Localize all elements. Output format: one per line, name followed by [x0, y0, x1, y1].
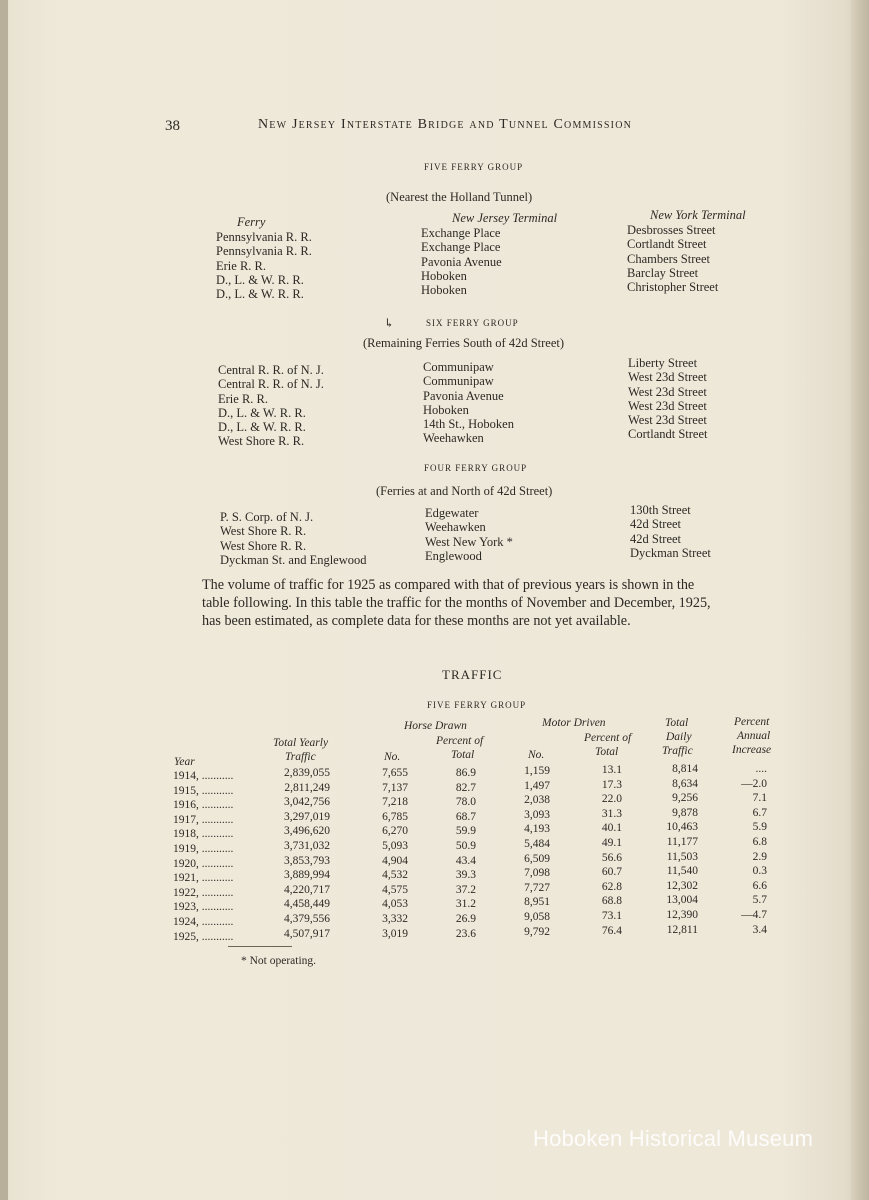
table-cell-total-yearly: 2,839,055 [284, 767, 330, 779]
table-cell-year: 1920, ........... [173, 857, 234, 870]
table-cell-total-yearly: 3,853,793 [284, 854, 330, 867]
motor-no-column [518, 764, 550, 939]
table-cell-horse-pct: 50.9 [455, 839, 476, 852]
table-cell-horse-pct: 26.9 [455, 912, 476, 925]
daily-header-3: Traffic [662, 745, 693, 757]
ferry-name: P. S. Corp. of N. J. [220, 510, 314, 524]
page-number: 38 [165, 118, 180, 134]
running-head: New Jersey Interstate Bridge and Tunnel Commission [258, 117, 633, 132]
table-cell-increase: 6.7 [752, 806, 767, 819]
table-cell-horse-no: 3,332 [382, 912, 408, 925]
table-cell-daily: 9,256 [672, 792, 698, 805]
table-cell-total-yearly: 4,220,717 [284, 883, 330, 896]
footnote-rule [228, 946, 292, 947]
table-cell-motor-pct: 73.1 [601, 909, 622, 922]
table-cell-increase: 6.8 [752, 835, 767, 848]
table-cell-motor-no: 1,159 [524, 765, 550, 777]
ferry-name: Erie R. R. [218, 391, 268, 406]
table-cell-horse-no: 7,655 [382, 767, 408, 779]
table-cell-year: 1917, ........... [173, 813, 234, 826]
table-cell-horse-no: 7,137 [382, 781, 408, 794]
ny-terminal: West 23d Street [628, 384, 707, 399]
table-cell-motor-no: 9,792 [524, 925, 550, 938]
increase-header-1: Percent [734, 716, 770, 728]
table-cell-horse-no: 4,053 [382, 898, 408, 911]
table-cell-daily: 8,634 [672, 777, 698, 790]
nj-terminal: Edgewater [425, 506, 479, 520]
table-cell-motor-pct: 31.3 [601, 807, 622, 820]
ny-terminal: Cortlandt Street [627, 237, 707, 252]
nj-terminal: Englewood [425, 548, 482, 563]
table-cell-horse-no: 3,019 [382, 927, 408, 940]
table-cell-year: 1914, ........... [173, 770, 234, 782]
table-cell-motor-pct: 13.1 [601, 764, 622, 776]
table-cell-motor-pct: 60.7 [601, 866, 622, 879]
table-cell-motor-pct: 76.4 [601, 924, 622, 937]
table-cell-total-yearly: 3,042,756 [284, 796, 330, 809]
total-yearly-header-2: Traffic [285, 751, 316, 763]
body-paragraph [202, 576, 777, 630]
table-cell-increase: —2.0 [741, 777, 767, 790]
table-cell-daily: 11,177 [666, 835, 698, 848]
table-cell-total-yearly: 4,458,449 [284, 898, 330, 911]
table-cell-horse-no: 5,093 [382, 839, 408, 852]
nj-terminal: Hoboken [423, 402, 469, 417]
table-cell-motor-no: 9,058 [524, 910, 550, 923]
six-ferry-group-subtitle: (Remaining Ferries South of 42d Street) [363, 336, 565, 350]
ny-terminal: Cortlandt Street [628, 427, 708, 442]
table-cell-daily: 13,004 [666, 894, 698, 907]
table-cell-horse-no: 4,904 [382, 854, 408, 867]
page-edge [851, 0, 869, 1200]
total-yearly-header-1: Total Yearly [273, 737, 329, 749]
table-cell-motor-pct: 68.8 [601, 895, 622, 908]
table-cell-year: 1925, ........... [173, 930, 234, 943]
table-cell-motor-pct: 40.1 [601, 822, 622, 835]
table-cell-total-yearly: 4,379,556 [284, 912, 330, 925]
table-cell-motor-no: 5,484 [524, 837, 550, 850]
five-ny-list [627, 223, 718, 294]
nj-terminal: Pavonia Avenue [421, 254, 502, 269]
paragraph-line: table following. In this table the traffic for the months of November and December, 1925, [202, 595, 711, 611]
table-cell-horse-pct: 39.3 [455, 869, 476, 882]
motor-pct-column [596, 763, 622, 938]
horse-no-header: No. [384, 751, 401, 763]
table-cell-horse-no: 4,575 [382, 883, 408, 896]
table-cell-total-yearly: 3,496,620 [284, 825, 330, 838]
table-cell-horse-pct: 37.2 [455, 883, 476, 896]
year-header: Year [174, 756, 195, 768]
table-cell-motor-no: 3,093 [524, 808, 550, 821]
table-cell-increase: .... [755, 763, 767, 775]
horse-pct-column [450, 766, 476, 941]
nj-terminal: Communipaw [423, 360, 494, 374]
nj-terminal: Hoboken [421, 283, 467, 298]
table-cell-year: 1923, ........... [173, 901, 234, 914]
table-cell-year: 1916, ........... [173, 799, 234, 812]
table-cell-horse-pct: 82.7 [455, 781, 476, 794]
four-ny-list [630, 503, 711, 560]
traffic-title: TRAFFIC [442, 667, 503, 682]
table-cell-year: 1921, ........... [173, 872, 234, 885]
table-cell-total-yearly: 3,297,019 [284, 810, 330, 823]
table-cell-daily: 12,811 [666, 923, 698, 936]
table-cell-increase: 6.6 [752, 879, 767, 892]
ferry-header: Ferry [237, 215, 266, 229]
ferry-name: D., L. & W. R. R. [216, 287, 304, 302]
motor-no-header: No. [528, 749, 545, 761]
total-yearly-column [278, 766, 330, 941]
table-cell-year: 1915, ........... [173, 784, 234, 797]
table-cell-increase: 7.1 [752, 792, 767, 805]
table-cell-daily: 11,503 [666, 850, 698, 863]
table-cell-motor-no: 4,193 [524, 823, 550, 836]
table-cell-horse-pct: 86.9 [455, 767, 476, 779]
ferry-name: Central R. R. of N. J. [218, 363, 324, 377]
ferry-name: D., L. & W. R. R. [218, 405, 306, 420]
increase-column [735, 762, 767, 937]
ny-terminal: 42d Street [630, 531, 682, 546]
table-cell-horse-no: 6,270 [382, 825, 408, 838]
ny-terminal: 130th Street [630, 503, 691, 517]
ferry-name: D., L. & W. R. R. [218, 420, 306, 435]
nj-terminal: Exchange Place [421, 226, 501, 240]
table-cell-increase: —4.7 [741, 908, 767, 921]
ferry-name: West Shore R. R. [220, 524, 307, 539]
ferry-name: Pennsylvania R. R. [216, 230, 312, 244]
table-cell-daily: 10,463 [666, 821, 698, 834]
ferry-name: Erie R. R. [216, 258, 266, 273]
ferry-name: Pennsylvania R. R. [216, 244, 312, 259]
table-cell-total-yearly: 3,889,994 [284, 869, 330, 882]
ny-terminal: 42d Street [630, 517, 682, 532]
table-cell-increase: 3.4 [752, 923, 767, 936]
ferry-name: West Shore R. R. [218, 434, 305, 449]
table-cell-total-yearly: 3,731,032 [284, 839, 330, 852]
table-cell-motor-no: 1,497 [524, 779, 550, 792]
table-cell-increase: 5.9 [752, 821, 767, 834]
four-ferry-group-subtitle: (Ferries at and North of 42d Street) [376, 484, 553, 498]
table-cell-horse-no: 7,218 [382, 796, 408, 809]
horse-pct-header-2: Total [451, 749, 475, 761]
paragraph-line: has been estimated, as complete data for these months are not yet available. [202, 613, 631, 629]
six-ferry-group-label: SIX FERRY GROUP [426, 318, 519, 328]
nj-terminal: Exchange Place [421, 240, 501, 255]
table-cell-total-yearly: 2,811,249 [284, 781, 330, 794]
table-cell-increase: 5.7 [752, 894, 767, 907]
table-cell-daily: 8,814 [672, 763, 698, 775]
nj-terminal: 14th St., Hoboken [423, 417, 514, 432]
ny-terminal: Christopher Street [627, 280, 719, 295]
ferry-name: Central R. R. of N. J. [218, 377, 324, 392]
ny-terminal: Chambers Street [627, 251, 710, 266]
table-cell-horse-pct: 78.0 [455, 796, 476, 809]
table-cell-horse-no: 4,532 [382, 869, 408, 882]
table-cell-horse-pct: 43.4 [455, 854, 476, 867]
ny-terminal: Dyckman Street [630, 545, 711, 560]
nj-terminal: Weehawken [423, 431, 484, 446]
table-cell-year: 1918, ........... [173, 828, 234, 841]
nj-terminal: Hoboken [421, 268, 467, 283]
table-cell-increase: 0.3 [752, 865, 767, 878]
pencil-mark-icon: ↳ [384, 316, 395, 330]
six-nj-list [423, 360, 514, 446]
table-cell-motor-pct: 56.6 [601, 851, 622, 864]
six-ferry-list [218, 363, 324, 449]
nj-terminal: Weehawken [425, 520, 486, 535]
table-cell-motor-pct: 49.1 [601, 836, 622, 849]
table-cell-year: 1924, ........... [173, 915, 234, 928]
ny-terminal: West 23d Street [628, 398, 707, 413]
nj-terminal: Pavonia Avenue [423, 388, 504, 403]
paragraph-line: The volume of traffic for 1925 as compared with that of previous years is shown in the [202, 577, 695, 593]
year-column [173, 769, 233, 944]
table-cell-daily: 9,878 [672, 806, 698, 819]
table-cell-total-yearly: 4,507,917 [284, 927, 330, 940]
ny-terminal: West 23d Street [628, 370, 707, 385]
six-ny-list [628, 356, 708, 442]
five-ferry-group-subtitle: (Nearest the Holland Tunnel) [386, 190, 533, 204]
ferry-name: West Shore R. R. [220, 538, 307, 553]
four-ferry-list [220, 510, 367, 567]
nj-terminal-header: New Jersey Terminal [452, 211, 558, 225]
horse-no-column [376, 766, 408, 941]
four-nj-list [425, 506, 513, 563]
motor-pct-header-1: Percent of [584, 732, 632, 744]
nj-terminal: Communipaw [423, 374, 494, 389]
daily-header-1: Total [665, 717, 689, 729]
table-cell-horse-pct: 31.2 [455, 898, 476, 911]
table-cell-motor-pct: 22.0 [601, 793, 622, 806]
footnote: * Not operating. [241, 955, 317, 967]
table-cell-horse-pct: 23.6 [455, 927, 476, 940]
ny-terminal-header: New York Terminal [650, 208, 746, 222]
increase-header-2: Annual [737, 730, 771, 742]
nj-terminal: West New York * [425, 534, 513, 549]
ny-terminal: West 23d Street [628, 413, 707, 428]
ny-terminal: Liberty Street [628, 356, 698, 370]
table-cell-motor-no: 8,951 [524, 896, 550, 909]
table-cell-increase: 2.9 [752, 850, 767, 863]
table-cell-daily: 12,302 [666, 879, 698, 892]
five-ferry-group-label: FIVE FERRY GROUP [424, 162, 524, 172]
horse-drawn-header: Horse Drawn [404, 720, 467, 732]
table-cell-motor-no: 2,038 [524, 794, 550, 807]
table-cell-horse-pct: 68.7 [455, 810, 476, 823]
horse-pct-header-1: Percent of [436, 735, 484, 747]
ny-terminal: Barclay Street [627, 265, 699, 280]
table-cell-daily: 11,540 [666, 865, 698, 878]
ferry-name: Dyckman St. and Englewood [220, 552, 367, 567]
table-cell-motor-pct: 17.3 [601, 778, 622, 791]
five-ferry-list [216, 230, 312, 301]
daily-column [660, 762, 698, 937]
table-cell-year: 1922, ........... [173, 886, 234, 899]
table-cell-motor-no: 6,509 [524, 852, 550, 865]
motor-pct-header-2: Total [595, 746, 619, 758]
table-cell-daily: 12,390 [666, 908, 698, 921]
watermark: Hoboken Historical Museum [533, 1126, 814, 1151]
table-cell-motor-no: 7,098 [524, 867, 550, 880]
five-nj-list [421, 226, 502, 297]
increase-header-3: Increase [732, 744, 772, 756]
ferry-name: D., L. & W. R. R. [216, 272, 304, 287]
table-cell-year: 1919, ........... [173, 842, 234, 855]
motor-driven-header: Motor Driven [542, 717, 606, 729]
traffic-group-label: FIVE FERRY GROUP [427, 700, 527, 710]
table-cell-motor-pct: 62.8 [601, 880, 622, 893]
page-binding [0, 0, 8, 1200]
four-ferry-group-label: FOUR FERRY GROUP [424, 463, 528, 473]
table-cell-horse-no: 6,785 [382, 810, 408, 823]
table-cell-horse-pct: 59.9 [455, 825, 476, 838]
table-cell-motor-no: 7,727 [524, 881, 550, 894]
ny-terminal: Desbrosses Street [627, 223, 716, 237]
daily-header-2: Daily [666, 731, 692, 743]
